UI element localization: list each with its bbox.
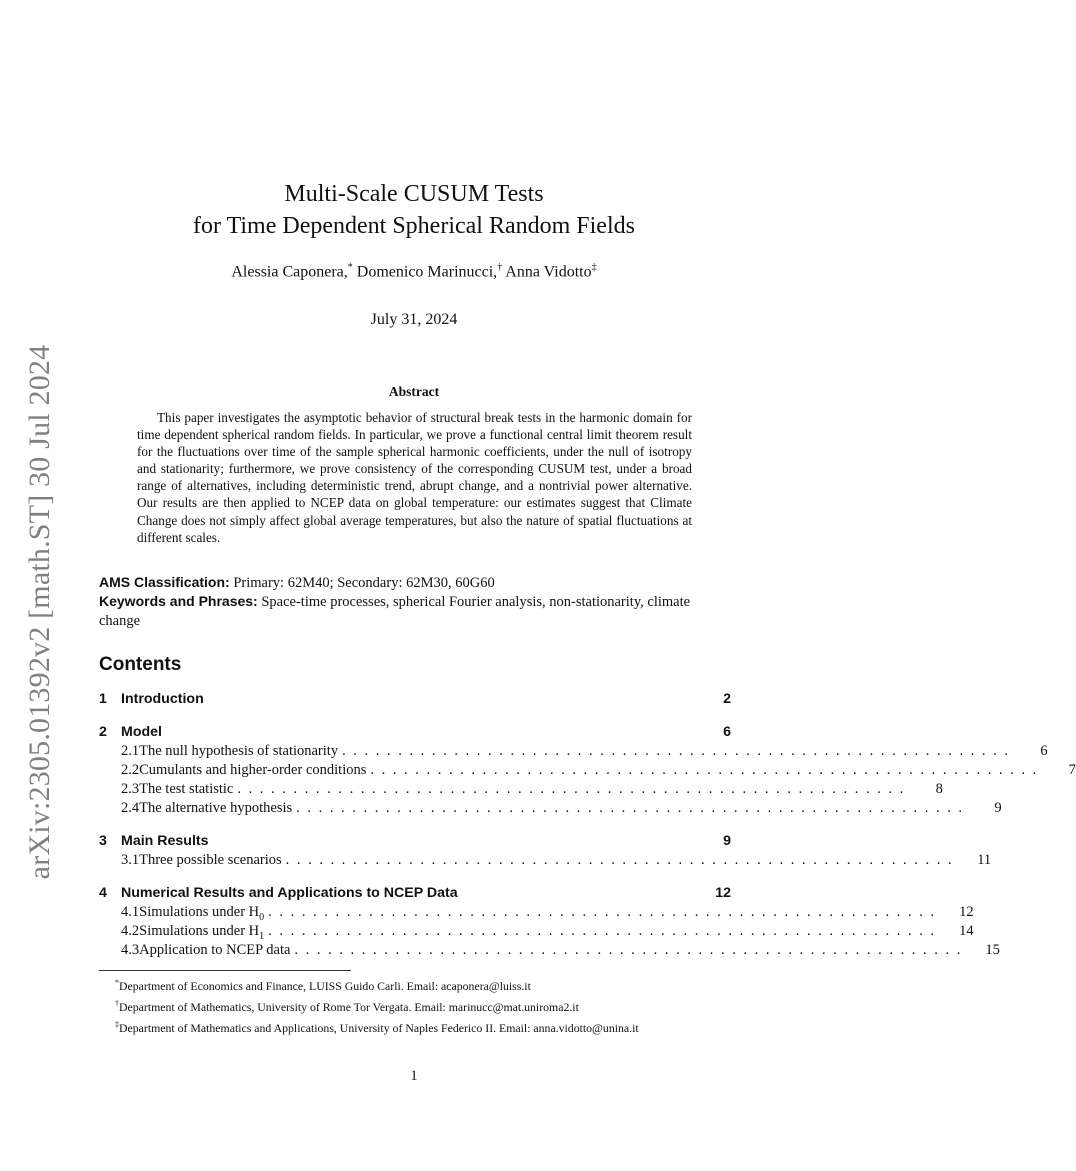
footnote-text: Department of Economics and Finance, LUISS Guido Carli. Email: acaponera@luiss.it xyxy=(119,978,531,993)
toc-dot-leader: ............................................................ xyxy=(296,800,970,816)
toc-subsection-title xyxy=(139,903,268,922)
toc-dot-leader: ............................................................ xyxy=(342,743,1016,759)
footnotes xyxy=(115,974,735,1037)
toc-subsection-entry[interactable] xyxy=(99,742,1048,761)
toc-dot-leader: ............................................................ xyxy=(370,762,1044,778)
footnote-text: Department of Mathematics and Applications, University of Naples Federico II. Email: anna.vidotto@unina.it xyxy=(119,1020,639,1035)
page-number: 1 xyxy=(410,1068,418,1084)
paper-title xyxy=(0,178,828,242)
toc-subsection-entry[interactable] xyxy=(99,780,943,799)
toc-subsection-page: 11 xyxy=(977,852,992,868)
footnote-mark: * xyxy=(115,978,119,987)
author-footnote-mark: ‡ xyxy=(591,262,597,273)
toc-section-number: 1 xyxy=(99,691,107,707)
contents-heading: Contents xyxy=(99,654,182,675)
toc-subsection-entry[interactable] xyxy=(99,851,992,870)
toc-section-title: Introduction xyxy=(121,691,204,707)
toc-subsection-title-text: The test statistic xyxy=(139,781,234,797)
toc-subsection-page: 14 xyxy=(959,923,974,939)
toc-dot-leader: ............................................................ xyxy=(237,781,911,797)
keywords-value: Space-time processes, spherical Fourier analysis, non-stationarity, climate change xyxy=(99,594,691,629)
toc-subsection-entry[interactable] xyxy=(99,903,974,923)
toc-subsection-entry[interactable] xyxy=(99,761,1076,780)
toc-subsection-page: 6 xyxy=(1040,743,1048,759)
toc-section-page: 2 xyxy=(723,691,731,707)
toc-section-entry[interactable] xyxy=(99,690,731,709)
toc-subsection-number: 2.4 xyxy=(121,800,140,816)
toc-subsection-title-text: Simulations under H xyxy=(139,923,260,939)
toc-subsection-number: 2.3 xyxy=(121,781,140,797)
toc-subsection-title-text: Three possible scenarios xyxy=(139,852,282,868)
toc-subsection-number: 4.2 xyxy=(121,923,140,939)
toc-subsection-page: 7 xyxy=(1068,762,1076,778)
toc-section-entry[interactable] xyxy=(99,832,731,851)
author-footnote-mark: † xyxy=(497,262,503,273)
toc-subsection-number: 3.1 xyxy=(121,852,140,868)
toc-subsection-number: 2.2 xyxy=(121,762,140,778)
keywords-label: Keywords and Phrases: xyxy=(99,593,258,609)
toc-section-entry[interactable] xyxy=(99,723,731,742)
toc-subsection-title-text: Simulations under H xyxy=(139,904,260,920)
toc-subscript: 0 xyxy=(259,911,265,923)
toc-subsection-page: 12 xyxy=(959,904,974,920)
toc-dot-leader: ............................................................ xyxy=(294,942,968,958)
toc-subsection-page: 9 xyxy=(994,800,1002,816)
abstract-text: This paper investigates the asymptotic behavior of structural break tests in the harmonic domain for time dependent spherical random fields. In particular, we prove a functional central limit theorem result for the fluctuations over time of the sample spherical harmonic coefficients, under the null of isotropy and stationarity; furthermore, we prove consistency of the corresponding CUSUM test, under a broad range of alternatives, including deterministic trend, abrupt change, and a nontrivial power alternative. Our results are then applied to NCEP data on global temperature: our estimates suggest that Climate Change does not simply affect global average temperatures, but also the nature of spatial fluctuations at different scales. xyxy=(137,410,692,545)
toc-subsection-number: 4.1 xyxy=(121,904,140,920)
toc-section-entry[interactable] xyxy=(99,884,731,903)
keywords xyxy=(99,592,731,631)
title-line-1: Multi-Scale CUSUM Tests xyxy=(284,181,544,207)
footnote-text: Department of Mathematics, University of Rome Tor Vergata. Email: marinucc@mat.uniroma2.it xyxy=(119,999,579,1014)
toc-subsection-title-text: The null hypothesis of stationarity xyxy=(139,743,339,759)
title-line-2: for Time Dependent Spherical Random Fields xyxy=(193,213,635,239)
toc-subsection-page: 15 xyxy=(985,942,1000,958)
toc-section-page: 6 xyxy=(723,724,731,740)
footnote xyxy=(115,1016,735,1037)
toc-section-title: Model xyxy=(121,724,162,740)
table-of-contents xyxy=(99,690,1076,960)
footnote xyxy=(115,995,735,1016)
footnote-mark: ‡ xyxy=(115,1019,119,1029)
toc-subsection-title xyxy=(139,851,286,870)
author-list xyxy=(0,262,828,281)
ams-label: AMS Classification: xyxy=(99,574,230,590)
toc-section-title: Numerical Results and Applications to NCEP Data xyxy=(121,885,458,901)
author-name: Anna Vidotto xyxy=(502,263,592,281)
ams-value: Primary: 62M40; Secondary: 62M30, 60G60 xyxy=(229,575,495,591)
footnote xyxy=(115,974,735,995)
author-footnote-mark: * xyxy=(347,262,353,273)
toc-section-number: 2 xyxy=(99,724,107,740)
author-name: Domenico Marinucci, xyxy=(352,263,498,281)
toc-subscript: 1 xyxy=(259,930,265,942)
toc-section-page: 12 xyxy=(715,885,731,901)
toc-subsection-title xyxy=(139,922,268,941)
toc-subsection-number: 2.1 xyxy=(121,743,140,759)
toc-subsection-title xyxy=(139,742,342,761)
toc-subsection-title xyxy=(139,799,296,818)
toc-subsection-title-text: Cumulants and higher-order conditions xyxy=(139,762,367,778)
toc-subsection-page: 8 xyxy=(935,781,943,797)
abstract-heading: Abstract xyxy=(388,384,440,399)
toc-subsection-entry[interactable] xyxy=(99,941,1000,960)
toc-subsection-entry[interactable] xyxy=(99,799,1002,818)
ams-classification xyxy=(99,573,731,593)
toc-subsection-entry[interactable] xyxy=(99,922,974,942)
footnote-divider xyxy=(99,970,351,971)
footnote-mark: † xyxy=(115,998,119,1008)
toc-section-title: Main Results xyxy=(121,833,209,849)
toc-section-number: 3 xyxy=(99,833,107,849)
toc-dot-leader: ............................................................ xyxy=(285,852,960,868)
publication-date: July 31, 2024 xyxy=(370,311,458,328)
toc-subsection-title xyxy=(139,941,294,960)
toc-dot-leader: ............................................................ xyxy=(268,923,942,939)
toc-subsection-title xyxy=(139,761,370,780)
toc-dot-leader: ............................................................ xyxy=(268,904,942,920)
toc-section-number: 4 xyxy=(99,885,107,901)
author-name: Alessia Caponera, xyxy=(231,263,348,281)
toc-subsection-title-text: Application to NCEP data xyxy=(139,942,291,958)
toc-section-page: 9 xyxy=(723,833,731,849)
toc-subsection-title-text: The alternative hypothesis xyxy=(139,800,293,816)
toc-subsection-number: 4.3 xyxy=(121,942,140,958)
arxiv-identifier-stamp: arXiv:2305.01392v2 [math.ST] 30 Jul 2024 xyxy=(23,344,56,880)
toc-subsection-title xyxy=(139,780,237,799)
